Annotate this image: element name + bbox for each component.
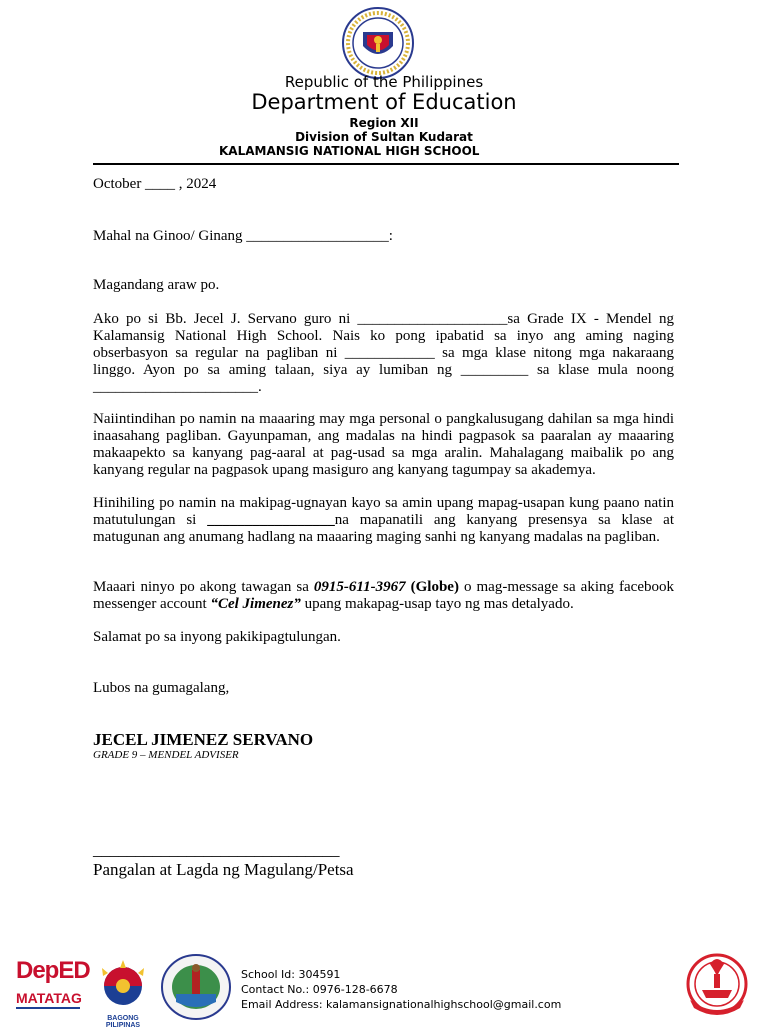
phone-network: (Globe) [405, 579, 459, 595]
header-divider [93, 163, 679, 165]
salutation: Mahal na Ginoo/ Ginang ___________________: [93, 228, 393, 244]
email-address: Email Address: kalamansignationalhighschool@gmail.com [241, 998, 562, 1011]
closing-line: Lubos na gumagalang, [93, 680, 230, 696]
messenger-account: “Cel Jimenez” [210, 596, 301, 612]
region-line: Region XII [349, 116, 419, 130]
contact-number: Contact No.: 0976-128-6678 [241, 983, 398, 996]
republic-line: Republic of the Philippines [284, 73, 484, 91]
school-name: KALAMANSIG NATIONAL HIGH SCHOOL [219, 144, 480, 158]
paragraph-3-text-b: na mapanatili ang kanyang presensya sa klase at matugunan ang anumang hadlang na maaaring maging sanhi ng kanyang madalas na pagliban. [93, 512, 678, 545]
phone-number: 0915-611-3967 [313, 579, 406, 595]
paragraph-1: Ako po si Bb. Jecel J. Servano guro ni ____________________sa Grade IX - Mendel ng Kalamansig National High School. Nais ko pong ipabatid sa inyo ang aming naging obserbasyon sa regular na pagliban ni ____________ sa mga klase nitong mga nakaraang linggo. Ayon po sa aming talaan, siya ay lumiban ng _________ sa klase mula noong ______________________. [93, 311, 674, 395]
paragraph-4-text-b: o mag-message sa aking facebook messenger account [93, 579, 678, 612]
bagong-pilipinas-logo [90, 958, 156, 1029]
school-id: School Id: 304591 [241, 968, 341, 981]
paragraph-3 [93, 495, 678, 546]
division-seal-icon [161, 954, 231, 1020]
signer-name: JECEL JIMENEZ SERVANO [93, 730, 314, 749]
paragraph-3-blank: _________________ [207, 512, 335, 528]
school-seal [680, 952, 754, 1020]
parent-signature-label: Pangalan at Lagda ng Magulang/Petsa [93, 860, 354, 879]
matatag-text: MATATAG [16, 990, 82, 1006]
paragraph-4 [93, 579, 678, 613]
division-seal [161, 954, 231, 1020]
deped-logo-text: DepED [16, 957, 90, 984]
bagong-pilipinas-icon [90, 958, 156, 1006]
signer-title: GRADE 9 – MENDEL ADVISER [93, 749, 239, 761]
paragraph-4-text-a: Maaari ninyo po akong tawagan sa [93, 579, 314, 595]
paragraph-2: Naiintindihan po namin na maaaring may mga personal o pangkalusugang dahilan sa mga hindi inaasahang pagliban. Gayunpaman, ang madalas na hindi pagpasok sa paaralan ay maaaring makaapekto sa kanyang pag-aaral at pag-usad sa mga aralin. Mahalagang maibalik po ang kanyang regular na pagpasok upang masiguro ang kanyang tagumpay sa akademya. [93, 411, 674, 478]
thanks-line: Salamat po sa inyong pakikipagtulungan. [93, 629, 341, 645]
greeting: Magandang araw po. [93, 277, 220, 293]
deped-matatag-logo [16, 957, 90, 1016]
matatag-underline [16, 1007, 80, 1009]
deped-seal-icon [341, 6, 415, 80]
paragraph-3-text-a: Hinihiling po namin na makipag-ugnayan kayo sa amin upang mapag-usapan kung paano natin matutulungan si [93, 495, 678, 528]
department-title: Department of Education [251, 90, 517, 114]
deped-seal [341, 6, 415, 80]
parent-signature-line: _____________________________ [93, 840, 340, 859]
bagong-pilipinas-text: BAGONG PILIPINAS [105, 1015, 141, 1029]
school-seal-icon [680, 952, 754, 1020]
paragraph-4-text-c: upang makapag-usap tayo ng mas detalyado. [300, 596, 574, 612]
letter-date: October ____ , 2024 [93, 176, 217, 192]
division-line: Division of Sultan Kudarat [295, 130, 473, 144]
